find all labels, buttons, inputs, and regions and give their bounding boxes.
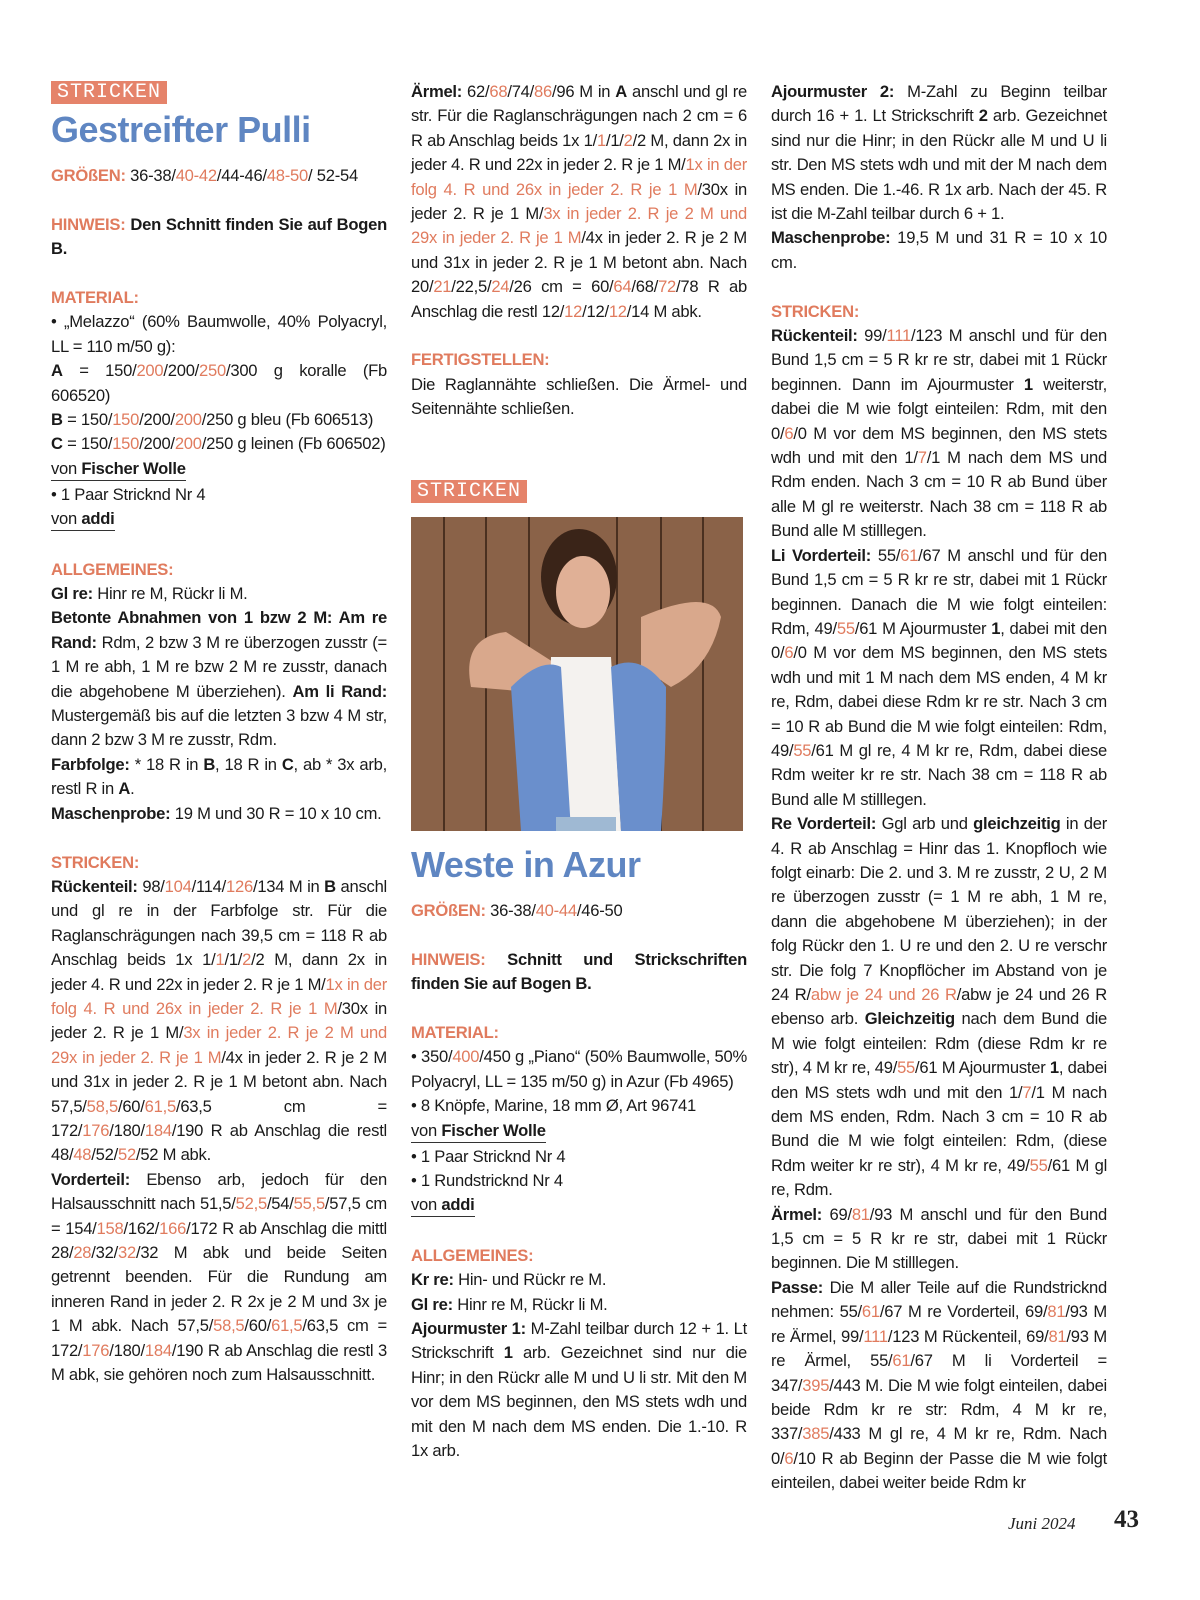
text-run: • „Melazzo“ (60% Baumwolle, 40% Polyacryl, LL = 110 m/50 g): (51, 312, 387, 356)
text-run: • 350/ (411, 1047, 453, 1067)
size-value: 21 (433, 277, 452, 297)
bold-term: Li Vorderteil: (771, 545, 872, 565)
bold-term: A (51, 361, 63, 381)
text-run: = 150/ (62, 410, 113, 430)
category-tag: STRICKEN (51, 81, 167, 104)
size-value: 184 (144, 1340, 172, 1360)
paragraph (771, 812, 1107, 1203)
text-run: /63,5 cm = 172/ (51, 1096, 387, 1140)
size-value: 2 (242, 950, 252, 970)
bold-term: Vorderteil: (51, 1169, 131, 1189)
size-value: 200 (136, 361, 164, 381)
section-heading: STRICKEN: (771, 301, 860, 321)
section-heading: STRICKEN: (51, 852, 140, 872)
paragraph (411, 80, 747, 324)
size-value: 385 (802, 1424, 830, 1444)
text-run: /450 g „Piano“ (50% Baumwolle, 50% Polyacryl, LL = 135 m/50 g) in Azur (Fb 4965) (411, 1047, 747, 1091)
text-run: von (51, 458, 82, 478)
size-value: 395 (802, 1375, 830, 1395)
text-section (51, 286, 387, 533)
text-run: /57,5 cm = 154/ (51, 1194, 387, 1238)
section-heading: MATERIAL: (411, 1023, 499, 1042)
column-vest-continued (771, 80, 1107, 1520)
paragraph (51, 408, 387, 432)
bold-term: Den Schnitt finden Sie auf Bogen B. (51, 214, 387, 259)
text-run: / 52-54 (308, 166, 358, 185)
size-value: 12 (564, 301, 583, 321)
text-run: . (130, 779, 135, 799)
supplier-line (411, 1119, 747, 1145)
text-run: /60/ (117, 1096, 145, 1116)
text-run: arb. Gezeichnet sind nur die Hinr; in den Rückr alle M und U li str. Den MS stets wdh und mit der M nach dem MS enden. Die 1.-46. R 1x arb. Nach der 45. R ist die M-Zahl teilbar durch 6 + 1. (771, 106, 1107, 224)
size-value: 12 (608, 301, 627, 321)
size-value: 48-50 (266, 166, 309, 185)
column-vest (411, 479, 747, 1488)
text-run: /4x in jeder 2. R je 2 M und 31x in jeder 2. R je 1 M betont abn. Nach 20/ (411, 228, 747, 297)
paragraph (51, 432, 387, 456)
column-pullover-continued (411, 80, 747, 446)
size-value: 40-44 (535, 901, 577, 920)
text-section (411, 948, 747, 997)
text-run: /60/ (244, 1316, 272, 1336)
text-run: • 1 Paar Stricknd Nr 4 (411, 1146, 566, 1166)
bold-term: 1 (1049, 1058, 1059, 1078)
size-value: 81 (851, 1204, 870, 1224)
text-section (411, 1021, 747, 1219)
text-run: Ggl arb und (876, 814, 974, 834)
text-run: * 18 R in (129, 754, 204, 774)
text-run: /93 M re Ärmel, 55/ (771, 1326, 1107, 1371)
text-run: /443 M. Die M wie folgt einteilen, dabei beide Rdm kr re str: Rdm, 4 M kr re, 337/ (771, 1375, 1107, 1444)
size-value: 250 (199, 361, 226, 381)
size-value: 158 (96, 1218, 124, 1238)
paragraph (51, 483, 387, 507)
text-run: /4x in jeder 2. R je 2 M und 31x in jeder 2. R je 1 M betont abn. Nach 57,5/ (51, 1047, 387, 1116)
text-run: /200/ (163, 361, 200, 381)
text-run: /93 M anschl und für den Bund 1,5 cm = 5 R kr re str, dabei mit 1 Rückr beginnen. Die M stilllegen. (771, 1204, 1107, 1273)
bold-term: Am li Rand: (292, 681, 387, 701)
paragraph (771, 1203, 1107, 1276)
paragraph (771, 544, 1107, 812)
text-run: • 1 Rundstricknd Nr 4 (411, 1171, 563, 1191)
size-value: 40-42 (175, 166, 217, 185)
bold-term: A (615, 82, 627, 101)
text-run: /1/ (605, 130, 624, 150)
text-run: /14 M abk. (626, 301, 702, 321)
text-section (411, 1244, 747, 1464)
paragraph (771, 300, 1107, 324)
bold-term: Betonte Abnahmen von 1 bzw 2 M: Am re Rand: (51, 608, 387, 652)
paragraph (411, 1317, 747, 1463)
text-run: /61 M Ajourmuster (915, 1058, 1050, 1078)
text-run: • 1 Paar Stricknd Nr 4 (51, 484, 206, 504)
bold-term: Rückenteil: (771, 326, 858, 346)
size-value: 6 (784, 643, 794, 663)
size-value: 61,5 (144, 1096, 176, 1116)
text-run: /61 M gl re, 4 M kr re, Rdm, dabei diese Rdm weiter kr re str. Nach 38 cm = 118 R ab Bund alle M stilllegen. (771, 740, 1107, 809)
text-run: /32/ (91, 1243, 118, 1262)
text-run: /300 g koralle (Fb 606520) (51, 361, 387, 405)
text-run: /32 M abk und beide Seiten getrennt beenden. Für die Rundung am inneren Rand in jeder 2. R 2x je 2 M und 3x je 1 M abk. Nach 57,5/ (51, 1243, 387, 1336)
text-run: 62/ (462, 82, 490, 101)
text-section (51, 213, 387, 262)
text-run: /93 M re Ärmel, 99/ (771, 1302, 1107, 1346)
size-value: 32 (117, 1243, 136, 1262)
paragraph (411, 1145, 747, 1169)
text-run: M-Zahl zu Beginn teilbar durch 16 + 1. Lt Strickschrift (771, 82, 1107, 126)
text-run: Hinr re M, Rückr li M. (452, 1294, 608, 1314)
category-tag: STRICKEN (411, 480, 527, 503)
size-value: 200 (174, 410, 202, 430)
bold-term: 1 (991, 618, 1001, 638)
paragraph (51, 582, 387, 606)
size-value: 52,5 (235, 1194, 267, 1214)
supplier-line (411, 1193, 747, 1219)
bold-term: Schnitt und Strickschriften finden Sie auf Bogen B. (411, 949, 747, 994)
paragraph (771, 1276, 1107, 1496)
text-run: 98/ (137, 876, 165, 896)
pattern-title: Weste in Azur (411, 844, 641, 885)
paragraph (51, 753, 387, 802)
text-run: = 150/ (62, 361, 137, 381)
size-value: 1 (596, 130, 606, 150)
paragraph (51, 1168, 387, 1388)
bold-term: Re Vorderteil: (771, 814, 877, 834)
text-run: Die Raglannähte schließen. Die Ärmel- und Seitennähte schließen. (411, 374, 747, 419)
paragraph (51, 164, 387, 188)
text-run: /180/ (109, 1340, 145, 1360)
bold-term: Kr re: (411, 1270, 454, 1290)
text-run: von (411, 1120, 442, 1140)
text-run: • 8 Knöpfe, Marine, 18 mm Ø, Art 96741 (411, 1096, 697, 1116)
bold-term: addi (81, 509, 115, 529)
paragraph (411, 1169, 747, 1193)
text-run: /67 M li Vorderteil = 347/ (771, 1351, 1107, 1395)
size-value: 111 (886, 326, 911, 346)
text-run: /12/ (582, 301, 609, 321)
size-value: 104 (164, 876, 192, 896)
text-run: Ebenso arb, jedoch für den Halsausschnitt nach 51,5/ (51, 1169, 387, 1214)
bold-term: Gl re: (51, 584, 93, 604)
size-value: abw je 24 und 26 R (810, 985, 957, 1005)
text-run: /abw je 24 und 26 R ebenso arb. (771, 985, 1107, 1029)
text-run: /162/ (123, 1218, 160, 1238)
issue-date: Juni 2024 (1008, 1514, 1076, 1533)
text-run: /22,5/ (451, 277, 492, 297)
text-run: 19 M und 30 R = 10 x 10 cm. (170, 803, 382, 823)
bold-term: Rückenteil: (51, 876, 138, 896)
paragraph (51, 310, 387, 359)
paragraph (411, 948, 747, 997)
bold-term: 1 (503, 1343, 513, 1363)
text-run: 55/ (871, 545, 901, 565)
bold-term: B (203, 754, 216, 774)
bold-term: Gl re: (411, 1294, 453, 1314)
size-value: 200 (174, 434, 202, 454)
text-run: /61 M Ajourmuster (854, 618, 992, 638)
text-section (771, 300, 1107, 1496)
size-value: 184 (144, 1120, 172, 1140)
size-value: 55 (897, 1058, 916, 1078)
bold-term: Maschenprobe: (51, 803, 171, 823)
size-value: 81 (1048, 1326, 1067, 1346)
bold-term: C (281, 754, 294, 774)
text-section (411, 899, 747, 923)
section-heading: GRÖßEN: (51, 166, 126, 185)
section-heading: HINWEIS: (411, 949, 486, 969)
section-heading: ALLGEMEINES: (411, 1245, 534, 1265)
bold-term: Fischer Wolle (81, 458, 186, 478)
size-value: 52 (117, 1145, 136, 1165)
text-run: Hin- und Rückr re M. (453, 1270, 607, 1290)
text-run: /200/ (139, 434, 175, 454)
text-run: /190 R ab Anschlag die restl 3 M abk, sie gehören noch zum Halsausschnitt. (51, 1340, 387, 1385)
size-value: 68 (489, 82, 508, 101)
size-value: 1 (215, 950, 225, 970)
supplier-line (51, 457, 387, 483)
text-run: Mustergemäß bis auf die letzten 3 bzw 4 M str, dann 2 bzw 3 M re zusstr, Rdm. (51, 706, 387, 750)
size-value: 55,5 (293, 1194, 325, 1214)
text-run: von (411, 1195, 442, 1215)
bold-term: gleichzeitig (973, 814, 1061, 834)
text-run: /46-50 (576, 901, 623, 920)
text-run: /114/ (191, 876, 227, 896)
text-section (51, 164, 387, 188)
text-run: Hinr re M, Rückr li M. (92, 584, 248, 604)
paragraph (411, 1094, 747, 1118)
size-value: 176 (82, 1120, 110, 1140)
text-run: /123 M anschl und für den Bund 1,5 cm = 5 R kr re str, dabei mit 1 Rückr beginnen. Dann im Ajourmuster (771, 326, 1107, 394)
size-value: 28 (73, 1243, 92, 1262)
text-section (51, 851, 387, 1388)
bold-term: Ajourmuster 1: (411, 1319, 526, 1339)
text-run: /54/ (266, 1194, 294, 1214)
text-run: M-Zahl teilbar durch 12 + 1. Lt Strickschrift (411, 1319, 747, 1363)
text-run: /172 R ab Anschlag die mittl 28/ (51, 1218, 387, 1262)
text-run: /1/ (224, 950, 243, 970)
text-run: , 18 R in (215, 754, 282, 774)
size-value: 150 (112, 410, 140, 430)
text-run: /1 M nach dem MS und Rdm enden. Nach 3 cm = 10 R ab Bund über alle M gl re weiterstr. Nach 38 cm = 118 R ab Bund alle M stilllegen. (771, 448, 1107, 541)
paragraph (51, 802, 387, 826)
bold-term: Ajourmuster 2: (771, 82, 895, 101)
text-run: 99/ (857, 326, 887, 346)
size-value: 81 (1047, 1302, 1066, 1322)
paragraph (411, 373, 747, 422)
size-value: 61,5 (271, 1316, 303, 1336)
size-value: 7 (1022, 1082, 1032, 1102)
text-run: /30x in jeder 2. R je 1 M/ (411, 179, 747, 224)
text-run: /180/ (109, 1120, 145, 1140)
text-run: /44-46/ (216, 166, 267, 185)
paragraph (771, 80, 1107, 226)
text-run: Rdm, 2 bzw 3 M re überzogen zusstr (= 1 M re abh, 1 M re bzw 2 M re zusstr, danach die abgehobene M überziehen). (51, 632, 387, 701)
text-run: /30x in jeder 2. R je 1 M/ (51, 998, 387, 1043)
bold-term: Gleichzeitig (864, 1009, 955, 1029)
text-run: /68/ (631, 277, 659, 297)
bold-term: A (118, 779, 131, 799)
text-run: /67 M anschl und für den Bund 1,5 cm = 5 R kr re str, dabei mit 1 Rückr beginnen. Danach die M wie folgt einteilen: Rdm, 49/ (771, 545, 1107, 638)
text-run: arb. Gezeichnet sind nur die Hinr; in den Rückr alle M und U li str. Mit den M vor dem MS beginnen, den MS stets wdh und mit den M nach dem MS enden. Die 1.-10. R 1x arb. (411, 1343, 747, 1461)
size-value: 58,5 (213, 1316, 245, 1336)
paragraph (411, 1293, 747, 1317)
text-run: = 150/ (62, 434, 113, 454)
paragraph (51, 875, 387, 1168)
text-run: anschl und gl re in der Farbfolge str. Für die Raglanschrägungen nach 39,5 cm = 118 R ab Anschlag beids 1x 1/ (51, 876, 387, 970)
size-value: 166 (159, 1218, 187, 1238)
bold-term: B (324, 876, 336, 896)
size-value: 55 (836, 618, 855, 638)
size-value: 150 (112, 434, 140, 454)
text-run: /61 M gl re, Rdm. (771, 1155, 1107, 1200)
text-run: /52 M abk. (135, 1145, 211, 1165)
text-run: /96 M in (552, 82, 616, 101)
text-run: , dabei mit den 0/ (771, 618, 1107, 663)
size-value: 3x in jeder 2. R je 2 M und 29x in jeder 2. R je 1 M (411, 204, 747, 248)
paragraph (51, 213, 387, 262)
size-value: 61 (892, 1351, 911, 1371)
paragraph (411, 1021, 747, 1045)
size-value: 55 (1029, 1155, 1048, 1175)
text-run: , dabei den MS stets wdh und mit den 1/ (771, 1058, 1107, 1102)
bold-term: addi (441, 1195, 475, 1215)
text-run: /0 M vor dem MS beginnen, den MS stets wdh und mit 1 M nach dem MS enden, 4 M kr re, Rdm, dabei diese Rdm kr re str. Nach 3 cm = 10 R ab Bund die M wie folgt einteilen: Rdm, 49/ (771, 643, 1107, 760)
text-run: /250 g bleu (Fb 606513) (201, 410, 374, 430)
text-run: /67 M re Vorderteil, 69/ (879, 1302, 1048, 1322)
bold-term: Fischer Wolle (441, 1120, 546, 1140)
size-value: 6 (784, 1448, 794, 1468)
size-value: 400 (452, 1047, 480, 1067)
size-value: 6 (784, 423, 794, 443)
text-run: /433 M gl re, 4 M kr re, Rdm. Nach 0/ (771, 1424, 1107, 1468)
bold-term: Ärmel: (771, 1204, 823, 1224)
size-value: 1x in der folg 4. R und 26x in jeder 2. R je 1 M (411, 155, 747, 199)
page-number: 43 (1114, 1506, 1139, 1533)
text-run: /250 g leinen (Fb 606502) (201, 434, 386, 454)
text-run: /190 R ab Anschlag die restl 48/ (51, 1120, 387, 1165)
paragraph (771, 226, 1107, 275)
text-section (411, 348, 747, 421)
size-value: 24 (491, 277, 510, 297)
size-value: 176 (82, 1340, 110, 1360)
text-section (771, 80, 1107, 275)
text-run: 36-38/ (125, 166, 176, 185)
text-run: /52/ (91, 1145, 118, 1165)
text-run: von (51, 509, 82, 529)
text-run: /74/ (507, 82, 535, 101)
section-heading: HINWEIS: (51, 214, 126, 234)
text-run: /63,5 cm = 172/ (51, 1316, 387, 1360)
bold-term: B (51, 410, 63, 430)
text-run: /200/ (139, 410, 175, 430)
text-section (51, 558, 387, 826)
size-value: 1x in der folg 4. R und 26x in jeder 2. R je 1 M (51, 974, 387, 1018)
paragraph (771, 324, 1107, 544)
paragraph (51, 359, 387, 408)
size-value: 55 (793, 740, 812, 760)
size-value: 3x in jeder 2. R je 2 M und 29x in jeder 2. R je 1 M (51, 1023, 387, 1067)
text-run: nach dem Bund die M wie folgt einteilen: Rdm (diese Rdm kr re str), 4 M kr re, 49/ (771, 1009, 1107, 1078)
text-run: /0 M vor dem MS beginnen, den MS stets wdh und mit den 1/ (771, 423, 1107, 468)
text-run: /123 M Rückenteil, 69/ (887, 1326, 1049, 1346)
bold-term: 1 (1023, 374, 1033, 394)
text-run: /1 M nach dem MS enden, Rdm. Nach 3 cm = 10 R ab Bund die M wie folgt einteilen: Rdm, (diese Rdm weiter kr re str), 4 M kr re, 49/ (771, 1082, 1107, 1175)
text-run: , ab * 3x arb, restl R in (51, 754, 387, 799)
text-run: anschl und gl re str. Für die Raglanschrägungen nach 2 cm = 6 R ab Anschlag beids 1x 1/ (411, 82, 748, 150)
bold-term: C (51, 434, 63, 454)
section-heading: ALLGEMEINES: (51, 559, 174, 579)
paragraph (411, 1045, 747, 1094)
column-pullover (51, 80, 387, 1412)
size-value: 86 (534, 82, 552, 101)
text-run: /134 M in (252, 876, 325, 896)
bold-term: Farbfolge: (51, 754, 130, 774)
size-value: 72 (658, 277, 677, 297)
size-value: 58,5 (86, 1096, 118, 1116)
size-value: 64 (613, 277, 632, 297)
section-heading: FERTIGSTELLEN: (411, 350, 550, 370)
size-value: 111 (863, 1326, 888, 1346)
paragraph (411, 899, 747, 923)
text-section (411, 80, 747, 324)
section-heading: GRÖßEN: (411, 901, 486, 920)
size-value: 48 (73, 1145, 92, 1165)
text-run: /10 R ab Beginn der Passe die M wie folgt einteilen, dabei weiter beide Rdm kr (771, 1448, 1107, 1493)
text-run: /2 M, dann 2x in jeder 4. R und 22x in jeder 2. R je 1 M/ (411, 130, 748, 175)
text-run: /78 R ab Anschlag die restl 12/ (411, 277, 748, 321)
size-value: 2 (623, 130, 633, 150)
bold-term: Passe: (771, 1277, 824, 1297)
bold-term: 2 (978, 106, 988, 126)
paragraph (51, 606, 387, 752)
pattern-title: Gestreifter Pulli (51, 109, 311, 150)
text-run: 19,5 M und 31 R = 10 x 10 cm. (771, 228, 1107, 272)
text-run: Die M aller Teile auf die Rundstricknd nehmen: 55/ (771, 1277, 1107, 1322)
text-run: /26 cm = 60/ (509, 277, 614, 297)
text-run: /2 M, dann 2x in jeder 4. R und 22x in jeder 2. R je 1 M/ (51, 950, 387, 994)
section-heading: MATERIAL: (51, 288, 139, 307)
size-value: 61 (900, 545, 919, 565)
paragraph (411, 1244, 747, 1268)
size-value: 126 (226, 876, 253, 896)
paragraph (51, 851, 387, 875)
model-photo (411, 517, 743, 831)
text-run: in der 4. R ab Anschlag = Hinr das 1. Knopfloch wie folgt einarb: Die 2. und 3. M re zusstr, 2 U, 2 M re überzogen zusstr (= 1 M re abh, 1 M re, dann die abgehobene M überziehen); in der folg Rückr den 1. U re und den 2. U re verschr str. Die folg 7 Knopflöcher im Abstand von je 24 R/ (771, 814, 1107, 1005)
bold-term: Maschenprobe: (771, 228, 891, 248)
paragraph (51, 558, 387, 582)
bold-term: Ärmel: (411, 82, 463, 101)
text-run: weiterstr, dabei die M wie folgt einteilen: Rdm, mit den 0/ (771, 374, 1107, 443)
paragraph (51, 286, 387, 310)
text-run: 36-38/ (485, 901, 536, 920)
text-run: 69/ (822, 1204, 852, 1224)
size-value: 7 (917, 448, 927, 468)
supplier-line (51, 507, 387, 533)
paragraph (411, 348, 747, 372)
paragraph (411, 1268, 747, 1292)
size-value: 61 (861, 1302, 880, 1322)
